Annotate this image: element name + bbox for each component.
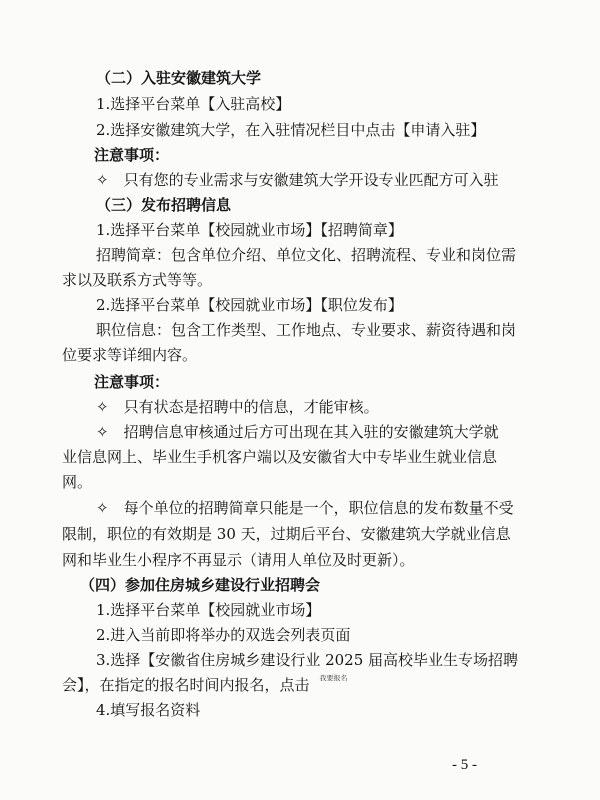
section-2-step-2: 2.选择安徽建筑大学，在入驻情况栏目中点击【申请入驻】 (96, 121, 486, 139)
section-2-heading: （二）入驻安徽建筑大学 (96, 69, 262, 87)
section-4-heading: （四）参加住房城乡建设行业招聘会 (80, 576, 321, 594)
section-3-note-2-line-2: 业信息网上、毕业生手机客户端以及安徽省大中专毕业生就业信息 (62, 448, 498, 466)
section-4-step-3-text: 会】，在指定的报名时间内报名，点击 (62, 676, 310, 694)
section-3-note-1: ✧ 只有状态是招聘中的信息，才能审核。 (96, 398, 379, 416)
section-3-note-2-line-1: ✧ 招聘信息审核通过后方可出现在其入驻的安徽建筑大学就 (96, 423, 499, 441)
section-3-note-3-line-1: ✧ 每个单位的招聘简章只能是一个，职位信息的发布数量不受 (96, 499, 514, 517)
section-4-step-2: 2.进入当前即将举办的双选会列表页面 (96, 626, 351, 644)
signup-button-image: 我要报名 (319, 674, 348, 682)
section-3-desc-2-line-2: 位要求等详细内容。 (62, 346, 198, 364)
section-3-desc-2-line-1: 职位信息：包含工作类型、工作地点、专业要求、薪资待遇和岗 (96, 321, 517, 339)
section-3-step-2: 2.选择平台菜单【校园就业市场】【职位发布】 (96, 296, 403, 314)
section-3-heading: （三）发布招聘信息 (96, 196, 232, 214)
section-3-note-2-line-3: 网。 (62, 473, 93, 491)
section-4-step-4: 4.填写报名资料 (96, 701, 201, 719)
page-number: - 5 - (452, 757, 477, 773)
section-4-step-1: 1.选择平台菜单【校园就业市场】 (96, 601, 321, 619)
section-3-desc-1-line-1: 招聘简章：包含单位介绍、单位文化、招聘流程、专业和岗位需 (96, 246, 517, 264)
section-3-note-3-line-2: 限制，职位的有效期是 30 天，过期后平台、安徽建筑大学就业信息 (62, 525, 511, 543)
section-2-step-1: 1.选择平台菜单【入驻高校】 (96, 95, 291, 113)
section-4-step-3-line-2 (62, 675, 348, 695)
section-4-step-3-line-1: 3.选择【安徽省住房城乡建设行业 2025 届高校毕业生专场招聘 (96, 651, 519, 669)
section-2-notes-title: 注意事项： (94, 146, 170, 164)
section-3-notes-title: 注意事项： (94, 373, 170, 391)
section-3-desc-1-line-2: 求以及联系方式等等。 (62, 271, 213, 289)
section-3-note-3-line-3: 网和毕业生小程序不再显示（请用人单位及时更新）。 (62, 551, 415, 569)
section-2-note-1: ✧ 只有您的专业需求与安徽建筑大学开设专业匹配方可入驻 (96, 171, 499, 189)
section-3-step-1: 1.选择平台菜单【校园就业市场】【招聘简章】 (96, 221, 403, 239)
